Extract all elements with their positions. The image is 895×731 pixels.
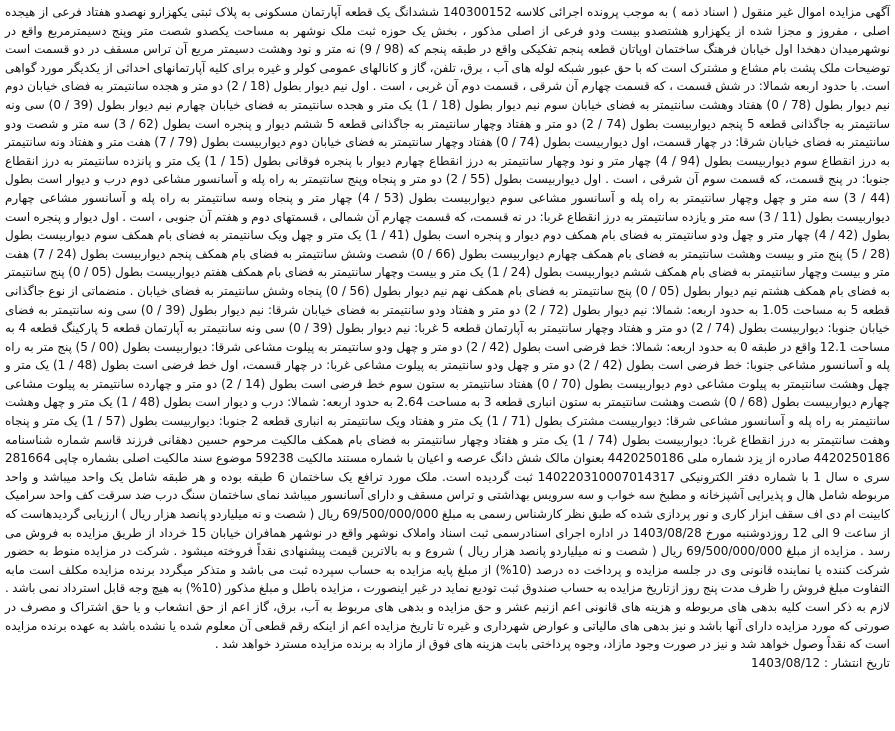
publish-date: تاریخ انتشار : 1403/08/12 — [751, 655, 890, 670]
notice-body-text: آگهی مزایده اموال غیر منقول ( اسناد ذمه ) به موجب پرونده اجرائی کلاسه 140300152 ششدانگ یک قطعه آپارتمان مسکونی به پلاک ثبتی یکهزارو نهصدو هفتاد فرعی از هیجده اصلی ، مفروز و مجزا شده از یکهزارو هشتصدو بیست ودو فرعی از اصلی مذکور ، بخش یک حوزه ثبت ملک نوشهر به مساحت یکصدو شصت متر وپنج دسیمترمربع واقع در نوشهرمیدان دهخدا اول خیابان فرهنگ ساختمان اوپاتان قطعه پنجم تفکیکی واقع در طبقه پنجم که (98 / 9) نه متر و نود وهشت دسیمتر مربع آن تراس مسقف در دو قسمت است توضیحات ملک پشت بام مشاع و مشترک است که با حق عبور شبکه لوله های آب ، برق، تلفن، گاز و کانالهای عمومی کولر و غیره برای کلیه آپارتمانهای احداثی از یکدیگر مورد گواهی است. با حدود اربعه شمالا: در شش قسمت ، که قسمت چهارم آن شرقی ، قسمت دوم آن غربی ، است . اول نیم دیوار بطول (18 / 2) دو متر و هجده سانتیمتر به فضای خیابان دوم نیم دیوار بطول (78 / 0) هفتاد وهشت سانتیمتر به فضای خیابان سوم نیم دیوار بطول (18 / 1) یک متر و هجده سانتیمتر به فضای خیابان چهارم نیم دیوار بطول (39 / 0) سی ونه سانتیمتر به جاگذانی قطعه 5 پنجم دیواربیست بطول (74 / 2) دو متر و هفتاد وچهار سانتیمتر به جاگذانی قطعه 5 ششم دیوار و پنجره است بطول (62 / 3) سه متر و شصت ودو سانتیمتر به فضای خیابان شرقا: در چهار قسمت، اول دیواربیست بطول (74 / 0) هفتاد وچهار سانتیمتر به فضای خیابان دوم دیواربیست بطول (79 / 7) هفت متر و هفتاد ونه سانتیمتر به درز انقطاع سوم دیواربیست بطول (94 / 4) چهار متر و نود وچهار سانتیمتر به درز انقطاع چهارم دیوار با پنجره فوقانی بطول (15 / 1) یک متر و پانزده سانتیمتر به درز انقطاع جنوبا: در پنج قسمت، که قسمت سوم آن شرقی ، است . اول دیواربیست بطول (55 / 2) دو متر و پنجاه وپنج سانتیمتر به راه پله و آسانسور مشاعی دوم درب و دیوار است بطول (44 / 3) سه متر و چهل وچهار سانتیمتر به راه پله و آسانسور مشاعی سوم دیواربیست بطول (53 / 4) چهار متر و پنجاه وسه سانتیمتر به راه پله و آسانسور مشاعی چهارم دیواربیست بطول (11 / 3) سه متر و یازده سانتیمتر به درز انقطاع غربا: در نه قسمت، که قسمت چهارم آن شمالی ، قسمتهای دوم و هفتم آن جنوبی ، است . اول دیوار و پنجره است بطول (42 / 4) چهار متر و چهل ودو سانتیمتر به فضای بام همکف دوم دیوار و پنجره است بطول (41 / 1) یک متر و چهل ویک سانتیمتر به فضای بام همکف سوم دیواربیست بطول (28 / 5) پنج متر و بیست وهشت سانتیمتر به فضای بام همکف چهارم دیواربیست بطول (66 / 0) شصت وشش سانتیمتر به فضای بام همکف پنجم دیواربیست بطول (24 / 7) هفت متر و بیست وچهار سانتیمتر به فضای بام همکف ششم دیواربیست بطول (24 / 1) یک متر و بیست وچهار سانتیمتر به فضای بام همکف هفتم دیواربیست بطول (05 / 0) پنج سانتیمتر به فضای بام همکف هشتم نیم دیوار بطول (05 / 0) پنج سانتیمتر به فضای بام همکف نهم نیم دیوار بطول (56 / 0) پنجاه وشش سانتیمتر به فضای خیابان . منضماتی از نوع جاگذانی قطعه 5 به مساحت 1.05 به حدود اربعه: شمالا: نیم دیوار بطول (72 / 2) دو متر و هفتاد ودو سانتیمتر به فضای خیابان شرقا: نیم دیوار بطول (39 / 0) سی ونه سانتیمتر به فضای خیابان جنوبا: دیواربیست بطول (74 / 2) دو متر و هفتاد وچهار سانتیمتر به آپارتمان قطعه 5 غربا: نیم دیوار بطول (39 / 0) سی ونه سانتیمتر به آپارتمان قطعه 5 پارکینگ قطعه 4 به مساحت 12.1 واقع در طبقه 0 به حدود اربعه: شمالا: خط فرضی است بطول (42 / 2) دو متر و چهل ودو سانتیمتر به پیلوت مشاعی شرقا: دیواربیست بطول (00 / 5) پنج متر به راه پله و آسانسور مشاعی جنوبا: خط فرضی است بطول (42 / 2) دو متر و چهل ودو سانتیمتر به پیلوت مشاعی غربا: در چهار قسمت، اول خط فرضی است بطول (48 / 1) یک متر و چهل وهشت سانتیمتر به پیلوت مشاعی دوم دیواربیست بطول (70 / 0) هفتاد سانتیمتر به ستون سوم خط فرضی است بطول (14 / 2) دو متر و چهارده سانتیمتر به پیلوت مشاعی چهارم دیواربیست بطول (68 / 0) شصت وهشت سانتیمتر به ستون انباری قطعه 3 به مساحت 2.64 به حدود اربعه: شمالا: درب و دیوار است بطول (48 / 1) یک متر و چهل وهشت سانتیمتر به راه پله و آسانسور مشاعی شرقا: دیواربیست مشترک بطول (71 / 1) یک متر و هفتاد ویک سانتیمتر به انباری قطعه 2 جنوبا: دیواربیست بطول (57 / 1) یک متر و پنجاه وهفت سانتیمتر به درز انقطاع غربا: دیواربیست بطول (74 / 1) یک متر و هفتاد وچهار سانتیمتر به فضای بام همکف مالکیت مرحوم حسین دهقانی فرزند قاسم شماره شناسنامه 4420250186 صادره از یزد شماره ملی 4420250186 بعنوان مالک شش دانگ عرصه و اعیان با شماره مستند مالکیت 59238 موضوع سند مالکیت اصلی بشماره چاپی 281664 سری ه سال 1 با شماره دفتر الکترونیکی 140220310007014317 ثبت گردیده است. ملک مورد ترافع یک ساختمان 6 طبقه بوده و هر طبقه شامل یک واحد میباشد و واحد مربوطه شامل هال و پذیرایی آشپزخانه و مطبخ سه خواب و سه سرویس بهداشتی و تراس مسقف و دارای آسانسور میباشد نمای ساختمان سنگ درب ضد سرقت کف واحد سرامیک کابینت ام دی اف سقف ابزار کاری و نور پردازی شده که طبق نظر کارشناس رسمی به مبلغ 69/500/000/000 ریال ( شصت و نه میلیاردو پانصد هزار ریال ) ارزیابی گردیدهاست که از ساعت 9 الی 12 روزدوشنبه مورخ 1403/08/28 در اداره اجرای اسنادرسمی ثبت اسناد واملاک نوشهر واقع در نوشهر همافران خیابان 15 خرداد از طریق مزایده به فروش می رسد . مزایده از مبلغ 69/500/000/000 ریال ( شصت و نه میلیاردو پانصد هزار ریال ) شروع و به بالاترین قیمت پیشنهادی نقداً فروخته میشود . شرکت در مزایده منوط به حضور شرکت کننده یا نماینده قانونی وی در جلسه مزایده و پرداخت ده درصد (10%) از مبلغ پایه مزایده به حساب سپرده ثبت می باشد و متذکر میگردد برنده مزایده مکلف است مابه التفاوت مبلغ فروش را ظرف مدت پنج روز ازتاریخ مزایده به حساب صندوق ثبت توديع نمايد در غير اينصورت ، مزايده باطل و مبلغ مذكور (10%) به هيچ وجه قابل استرداد نمی باشد . لازم به ذکر است کلیه بدهی های مربوطه و هزینه های قانونی اعم ازنیم عشر و حق مزایده و بدهی های مربوط به آب، برق، گاز اعم از حق انشعاب و یا حق اشتراک و مصرف در صورتی که مورد مزایده دارای آنها باشد و نیز بدهی های مالیاتی و عوارض شهرداری و غیره تا تاریخ مزایده اعم از اینکه رقم قطعی آن معلوم شده یا نشده باشد به عهده برنده مزایده است که نقداً وصول خواهد شد و نیز در صورت وجود مازاد، وجوه پرداختی بابت هزینه های فوق از مازاد به برنده مزایده مسترد خواهد شد . — [5, 5, 891, 652]
